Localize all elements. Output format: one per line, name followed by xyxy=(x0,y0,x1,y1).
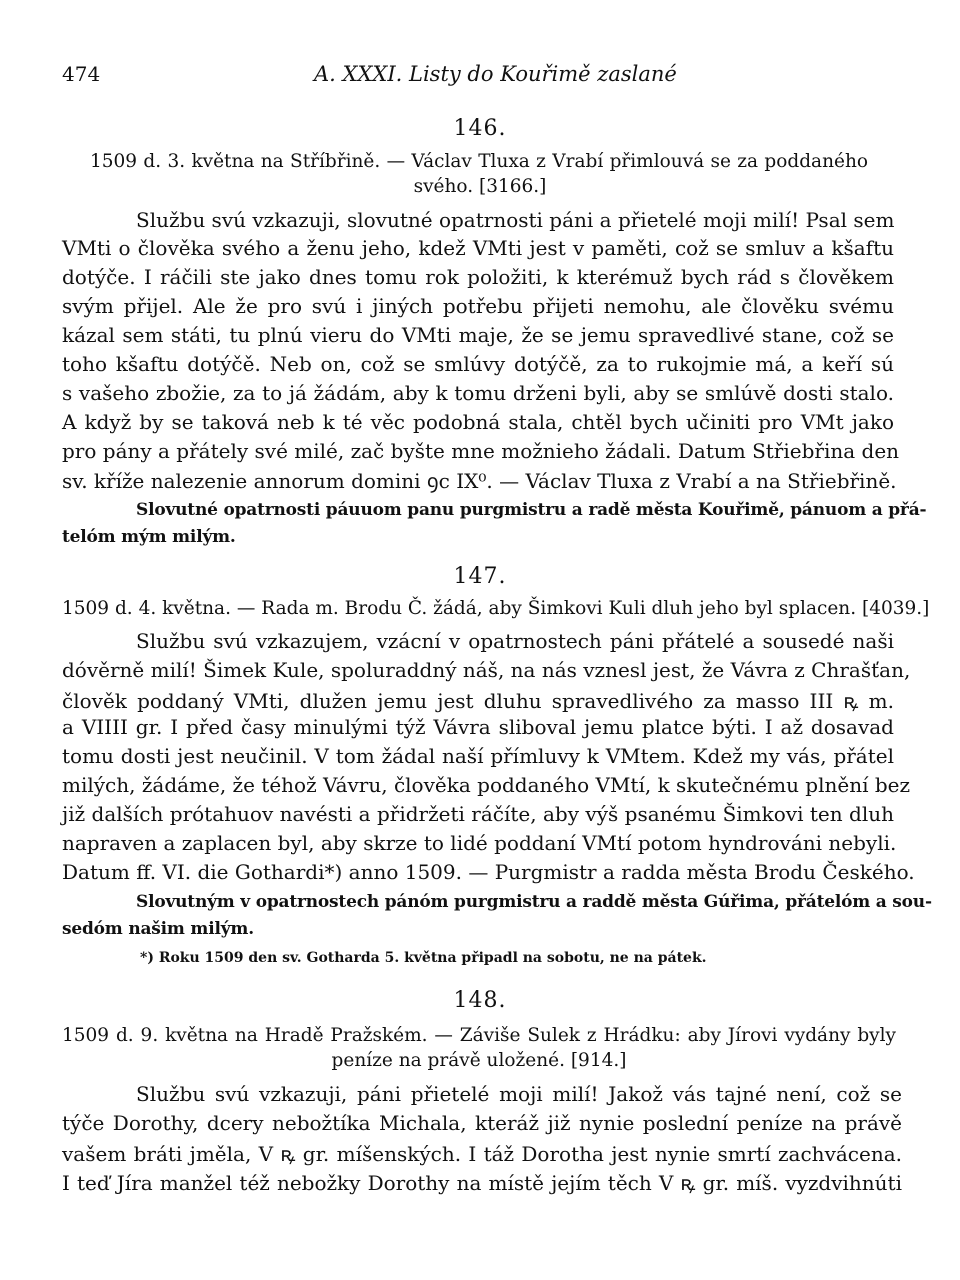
body-line: dotýče. I ráčili ste jako dnes tomu rok položiti, k kterémuž bych rád s člověkem xyxy=(62,265,894,289)
body-line: sv. kříže nalezenie annorum domini ꝯc IX⁰. — Václav Tluxa z Vrabí a na Střiebřině. xyxy=(62,469,897,493)
address-line: sedóm našim milým. xyxy=(62,919,254,939)
body-line: Datum ff. VI. die Gothardi*) anno 1509. — Purgmistr a radda města Brodu Českého. xyxy=(62,860,915,884)
letter-number: 147. xyxy=(453,564,507,589)
body-line: napraven a zaplacen byl, aby skrze to lidé poddaní VMtí potom hyndrováni nebyli. xyxy=(62,831,897,855)
letter-heading: 1509 d. 9. května na Hradě Pražském. — Záviše Sulek z Hrádku: aby Jírovi vydány byly xyxy=(62,1025,896,1046)
body-line: dóvěrně milí! Šimek Kule, spoluraddný náš, na nás vznesl jest, že Vávra z Chrašťan, xyxy=(62,658,911,682)
letter-heading: 1509 d. 4. května. — Rada m. Brodu Č. žádá, aby Šimkovi Kuli dluh jeho byl splacen. [4039.] xyxy=(62,598,930,619)
body-line: Službu svú vzkazuji, slovutné opatrnosti páni a přietelé moji milí! Psal sem xyxy=(136,208,895,232)
body-line: Službu svú vzkazuji, páni přietelé moji milí! Jakož vás tajné není, což se xyxy=(136,1082,902,1106)
body-line: vašem bráti jměla, V ꝶ gr. míšenských. I táž Dorotha jest nynie smrtí zachvácena. xyxy=(62,1142,902,1166)
body-line: týče Dorothy, dcery nebožtíka Michala, kteráž již nynie poslední peníze na právě xyxy=(62,1111,902,1135)
letter-heading: svého. [3166.] xyxy=(413,176,547,197)
address-line: telóm mým milým. xyxy=(62,527,236,547)
body-line: I teď Jíra manžel též nebožky Dorothy na místě jejím těch V ꝶ gr. míš. vyzdvihnúti xyxy=(62,1171,902,1195)
page-number: 474 xyxy=(62,62,101,86)
body-line: tomu dosti jest neučinil. V tom žádal naší přímluvy k VMtem. Kdež my vás, přátel xyxy=(62,744,894,768)
running-head xyxy=(62,62,900,92)
body-line: milých, žádáme, že téhož Vávru, člověka poddaného VMtí, k skutečnému plnění bez xyxy=(62,773,911,797)
body-line: a VIIII gr. I před časy minulými týž Vávra sliboval jemu platce býti. I až dosavad xyxy=(62,715,894,739)
letter-number: 146. xyxy=(453,116,507,141)
address-line: Slovutným v opatrnostech pánóm purgmistru a raddě města Gúřima, přátelóm a sou- xyxy=(136,892,932,912)
letter-heading: 1509 d. 3. května na Stříbřině. — Václav Tluxa z Vrabí přimlouvá se za poddaného xyxy=(90,151,868,172)
footnote: *) Roku 1509 den sv. Gotharda 5. května připadl na sobotu, ne na pátek. xyxy=(140,950,707,966)
letter-heading: peníze na právě uložené. [914.] xyxy=(331,1050,627,1071)
body-line: A když by se taková neb k té věc podobná stala, chtěl bych učiniti pro VMt jako xyxy=(62,410,894,434)
body-line: Službu svú vzkazujem, vzácní v opatrnostech páni přátelé a sousedé naši xyxy=(136,629,894,653)
body-line: svým přijel. Ale že pro svú i jiných potřebu přijeti nemohu, ale člověku svému xyxy=(62,294,894,318)
body-line: pro pány a přátely své milé, zač byšte mne možnieho žádali. Datum Střiebřina den xyxy=(62,439,900,463)
letter-number: 148. xyxy=(453,988,507,1013)
body-line: VMti o člověka svého a ženu jeho, kdež VMti jest v paměti, což se smluv a kšaftu xyxy=(62,236,894,260)
address-line: Slovutné opatrnosti páuuom panu purgmistru a radě města Kouřimě, pánuom a přá- xyxy=(136,500,927,520)
body-line: kázal sem státi, tu plnú vieru do VMti maje, že se jemu spravedlivé stane, což se xyxy=(62,323,894,347)
body-line: s vašeho zbožie, za to já žádám, aby k tomu drženi byli, aby se smlúvě dosti stalo. xyxy=(62,381,894,405)
running-title: A. XXXI. Listy do Kouřimě zaslané xyxy=(314,62,677,86)
body-line: toho kšaftu dotýčě. Neb on, což se smlúvy dotýčě, za to rukojmie má, a keří sú xyxy=(62,352,894,376)
body-line: člověk poddaný VMti, dlužen jemu jest dluhu spravedlivého za masso III ꝶ m. xyxy=(62,689,894,713)
body-line: již dalších prótahuov navésti a přidržeti ráčíte, aby výš psanému Šimkovi ten dluh xyxy=(62,802,894,826)
